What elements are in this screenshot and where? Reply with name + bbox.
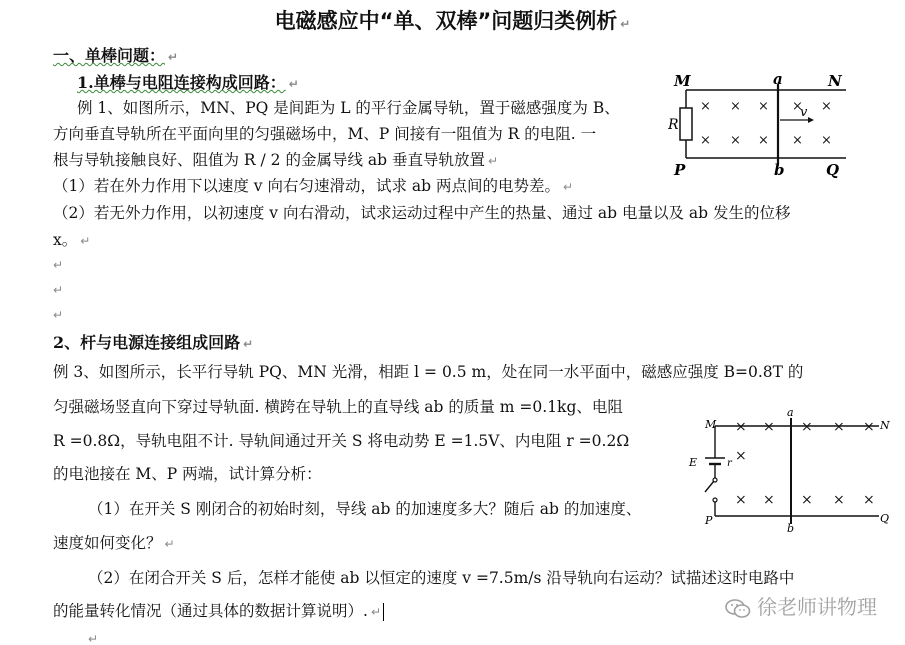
text-cursor: [383, 603, 384, 621]
label-m: M: [705, 418, 717, 431]
svg-text:×: ×: [801, 419, 813, 435]
label-b: b: [774, 161, 785, 178]
empty-paragraph: ↵: [53, 258, 64, 272]
switch-s: [705, 481, 714, 492]
svg-text:×: ×: [735, 419, 747, 435]
label-n: N: [828, 72, 842, 90]
example3-question1-line1: （1）在开关 S 刚闭合的初始时刻，导线 ab 的加速度多大？随后 ab 的加速度、: [88, 500, 642, 518]
example1-line3: 根与导轨接触良好、阻值为 R / 2 的金属导线 ab 垂直导轨放置 ↵: [53, 151, 499, 169]
example3-question2-line2: 的能量转化情况（通过具体的数据计算说明）. ↵: [53, 599, 384, 621]
section1-subheading: 1.单棒与电阻连接构成回路： ↵: [77, 73, 299, 92]
label-r: r: [727, 458, 732, 469]
example3-line3: R =0.8Ω，导轨电阻不计. 导轨间通过开关 S 将电动势 E =1.5V、内电阻 r =0.2Ω: [53, 432, 630, 450]
document-title: 电磁感应中“单、双棒”问题归类例析 ↵: [274, 9, 631, 33]
svg-text:×: ×: [792, 133, 803, 148]
label-v: v: [800, 105, 808, 120]
example3-question2-line1: （2）在闭合开关 S 后，怎样才能使 ab 以恒定的速度 v =7.5m/s 沿导轨向右运动？试描述这时电路中: [88, 569, 795, 587]
section1-heading: 一、单棒问题： ↵: [53, 46, 179, 65]
figure-2-circuit: [683, 408, 893, 533]
svg-text:×: ×: [801, 492, 813, 508]
svg-text:×: ×: [758, 133, 769, 148]
label-p: P: [705, 514, 713, 527]
svg-text:×: ×: [730, 133, 741, 148]
example3-line1: 例 3、如图所示，长平行导轨 PQ、MN 光滑，相距 l = 0.5 m，处在同一水平面中，磁感应强度 B=0.8T 的: [53, 363, 804, 381]
svg-text:×: ×: [763, 419, 775, 435]
svg-text:×: ×: [863, 492, 875, 508]
example3-question1-line2: 速度如何变化？ ↵: [53, 534, 175, 552]
svg-text:×: ×: [821, 133, 832, 148]
empty-paragraph: ↵: [53, 308, 64, 322]
label-e: E: [689, 456, 698, 469]
svg-text:×: ×: [700, 99, 711, 114]
empty-paragraph: ↵: [88, 632, 99, 645]
magnetic-field-marks: [700, 99, 832, 148]
svg-text:×: ×: [730, 99, 741, 114]
magnetic-field-marks: [735, 419, 875, 508]
label-q: Q: [880, 512, 890, 525]
label-p: P: [674, 161, 686, 178]
resistor-r: [680, 108, 692, 140]
label-a: a: [773, 72, 783, 88]
svg-text:×: ×: [758, 99, 769, 114]
empty-paragraph: ↵: [53, 283, 64, 297]
example1-question2-line2: x。 ↵: [53, 231, 91, 249]
svg-text:×: ×: [735, 448, 747, 464]
watermark: 徐老师讲物理: [725, 591, 877, 620]
svg-text:×: ×: [700, 133, 711, 148]
label-b: b: [787, 522, 795, 533]
figure-1-circuit: [668, 72, 848, 178]
label-a: a: [787, 408, 794, 419]
svg-text:×: ×: [833, 492, 845, 508]
example3-line4: 的电池接在 M、P 两端，试计算分析：: [53, 465, 322, 483]
example3-line2: 匀强磁场竖直向下穿过导轨面. 横跨在导轨上的直导线 ab 的质量 m =0.1kg、电阻: [53, 398, 623, 416]
svg-text:×: ×: [792, 99, 803, 114]
svg-text:×: ×: [763, 492, 775, 508]
svg-text:×: ×: [863, 419, 875, 435]
example1-question1: （1）若在外力作用下以速度 v 向右匀速滑动，试求 ab 两点间的电势差。 ↵: [53, 177, 574, 195]
svg-text:×: ×: [735, 492, 747, 508]
label-q: Q: [826, 161, 840, 178]
label-m: M: [674, 72, 691, 90]
example1-line2: 方向垂直导轨所在平面向里的匀强磁场中，M、P 间接有一阻值为 R 的电阻. 一: [53, 125, 597, 143]
svg-text:×: ×: [821, 99, 832, 114]
label-n: N: [880, 419, 890, 432]
svg-text:×: ×: [833, 419, 845, 435]
example1-question2-line1: （2）若无外力作用，以初速度 v 向右滑动，试求运动过程中产生的热量、通过 ab 电量以及 ab 发生的位移: [53, 204, 791, 222]
wechat-icon: [725, 599, 751, 619]
example1-line1: 例 1、如图所示，MN、PQ 是间距为 L 的平行金属导轨，置于磁感强度为 B、: [77, 99, 620, 117]
section2-heading: 2、杆与电源连接组成回路 ↵: [53, 333, 254, 352]
label-r: R: [668, 117, 679, 133]
